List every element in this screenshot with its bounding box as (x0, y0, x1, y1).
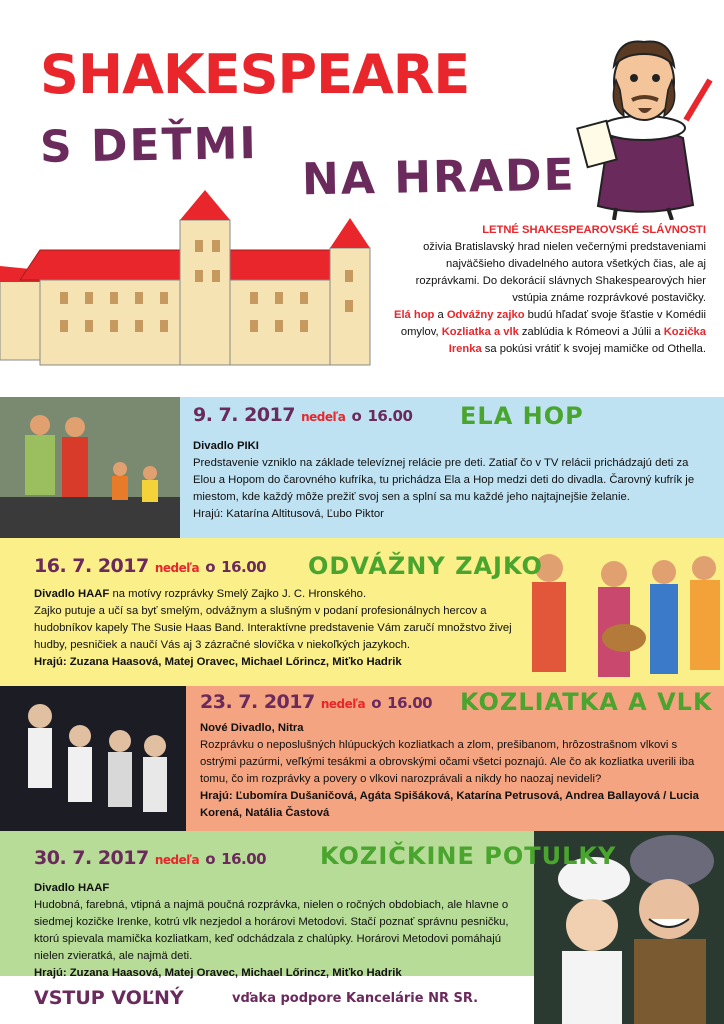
event-1-date-value: 9. 7. 2017 (193, 404, 295, 426)
event-1-date (193, 404, 412, 426)
event-3-cast: Hrajú: Ľubomíra Dušaničová, Agáta Spišáková, Katarína Petrusová, Andrea Ballayová / Lucia Korená, Natália Častová (200, 790, 699, 819)
subtitle-line-2: NA HRADE (301, 149, 576, 206)
event-3-date (200, 691, 432, 713)
intro-text-3: zablúdia k Rómeovi a Júlii a (518, 326, 664, 338)
event-2-day: nedeľa (154, 561, 200, 575)
event-3-description: Rozprávku o neposlušných hlúpuckých kozliatkach a zlom, prešibanom, hrôzostrašnom vlkovi s ostrými pazúrmi, veľkými tesákmi a obrovskými očami všetci poznajú. Ale čo ak kozliatka uverili iba tomu, čo im rozprávky a povery o vlkovi narozprávali a nikdy ho naozaj nevideli? (200, 739, 695, 785)
intro-kozicka: Kozička Irenka (448, 326, 706, 355)
event-1-title: ELA HOP (460, 402, 584, 430)
event-4-date-value: 30. 7. 2017 (34, 847, 149, 869)
event-2-description: Zajko putuje a učí sa byť smelým, odvážnym a slušným v podaní profesionálnych hercov a hudobníkov kapely The Susie Haas Band. Interaktívne predstavenie Vám zaručí množstvo živej hudby, pesničiek a naučí Vás aj 3 zázračné slovíčka v niekoľkých jazykoch. (34, 605, 512, 651)
event-1-day: nedeľa (301, 410, 346, 424)
event-4-cast: Hrajú: Zuzana Haasová, Matej Oravec, Michael Lőrincz, Miťko Hadrik (34, 967, 402, 979)
event-4-description: Hudobná, farebná, vtipná a najmä poučná rozprávka, nielen o ročných obdobiach, ale hlavne o siedmej kozičke Irenke, kotrú vlk nezjedol a horárovi Metodovi. Stačí poznať správnu pesničku, ktorú spievala mamička kozliatkam, keď odchádzala z chalúpky. Horárovi Metodovi pomáhajú nielen zvieratká, ale najmä deti. (34, 899, 509, 962)
intro-text (380, 222, 706, 358)
event-4-date (34, 847, 266, 869)
odvazny-zajko-photo (514, 538, 724, 686)
event-3-sep: o (371, 694, 382, 712)
event-4-day: nedeľa (154, 853, 200, 867)
intro-text-2: budú hľadať svoje šťastie v Komédii omylov, (400, 309, 706, 338)
event-4-time: 16.00 (221, 850, 267, 868)
event-4-title: KOZIČKINE POTULKY (320, 842, 617, 870)
event-2-time: 16.00 (221, 558, 267, 576)
event-3-body (200, 720, 712, 822)
intro-kozliatka: Kozliatka a vlk (441, 326, 519, 338)
event-3-company: Nové Divadlo, Nitra (200, 722, 304, 734)
kozliatka-a-vlk-photo (0, 686, 186, 831)
event-4-body (34, 880, 534, 982)
event-1-time: 16.00 (367, 407, 413, 425)
event-1-body (193, 438, 709, 523)
event-3-day: nedeľa (320, 697, 366, 711)
event-2-company-rest: na motívy rozprávky Smelý Zajko J. C. Hronského. (109, 588, 367, 600)
event-2-body (34, 586, 524, 671)
bratislava-castle-illustration (0, 190, 400, 370)
ela-hop-photo (0, 397, 180, 538)
intro-text-4: sa pokúsi vrátiť k svojej mamičke od Othella. (481, 343, 706, 355)
event-4-sep: o (205, 850, 216, 868)
event-2-date (34, 555, 266, 577)
event-1-sep: o (351, 407, 362, 425)
event-1-cast: Hrajú: Katarína Altitusová, Ľubo Piktor (193, 508, 384, 520)
event-2-title: ODVÁŽNY ZAJKO (308, 552, 543, 580)
event-3-time: 16.00 (387, 694, 433, 712)
event-1-description: Predstavenie vzniklo na základe televíznej relácie pre deti. Zatiaľ čo v TV relácii prichádzajú deti za Elou a Hopom do čarovného kufríka, tu prichádza Ela a Hop medzi deti do divadla. Čarovný kufrík je miestom, kde každý môže prežiť svoj sen a splní sa mu každé jeho najtajnejšie želanie. (193, 457, 695, 503)
shakespeare-caricature-illustration (568, 20, 718, 220)
event-3-date-value: 23. 7. 2017 (200, 691, 315, 713)
intro-a1: a (434, 309, 447, 321)
event-3-title: KOZLIATKA A VLK (460, 688, 713, 716)
event-2-date-value: 16. 7. 2017 (34, 555, 149, 577)
event-2-sep: o (205, 558, 216, 576)
intro-text-1: oživia Bratislavský hrad nielen večernými predstaveniami najväčšieho divadelného autora všetkých čias, ale aj rozprávkami. Do dekorácií slávnych Shakespearových hier vstúpia známe rozprávkové postavičky. (415, 241, 706, 304)
intro-ela: Elá hop (393, 309, 435, 321)
event-4-company: Divadlo HAAF (34, 882, 110, 894)
event-2-company: Divadlo HAAF (34, 588, 110, 600)
intro-lead: LETNÉ SHAKESPEAROVSKÉ SLÁVNOSTI (482, 224, 706, 236)
intro-zajko: Odvážny zajko (446, 309, 525, 321)
footer-support: vďaka podpore Kancelárie NR SR. (232, 991, 479, 1006)
event-1-company: Divadlo PIKI (193, 440, 259, 452)
subtitle-line-1: S DEŤMI (39, 118, 259, 173)
footer-free-entry: VSTUP VOĽNÝ (34, 987, 184, 1009)
poster-title: SHAKESPEARE (40, 43, 470, 106)
event-2-cast: Hrajú: Zuzana Haasová, Matej Oravec, Michael Lőrincz, Miťko Hadrik (34, 656, 402, 668)
